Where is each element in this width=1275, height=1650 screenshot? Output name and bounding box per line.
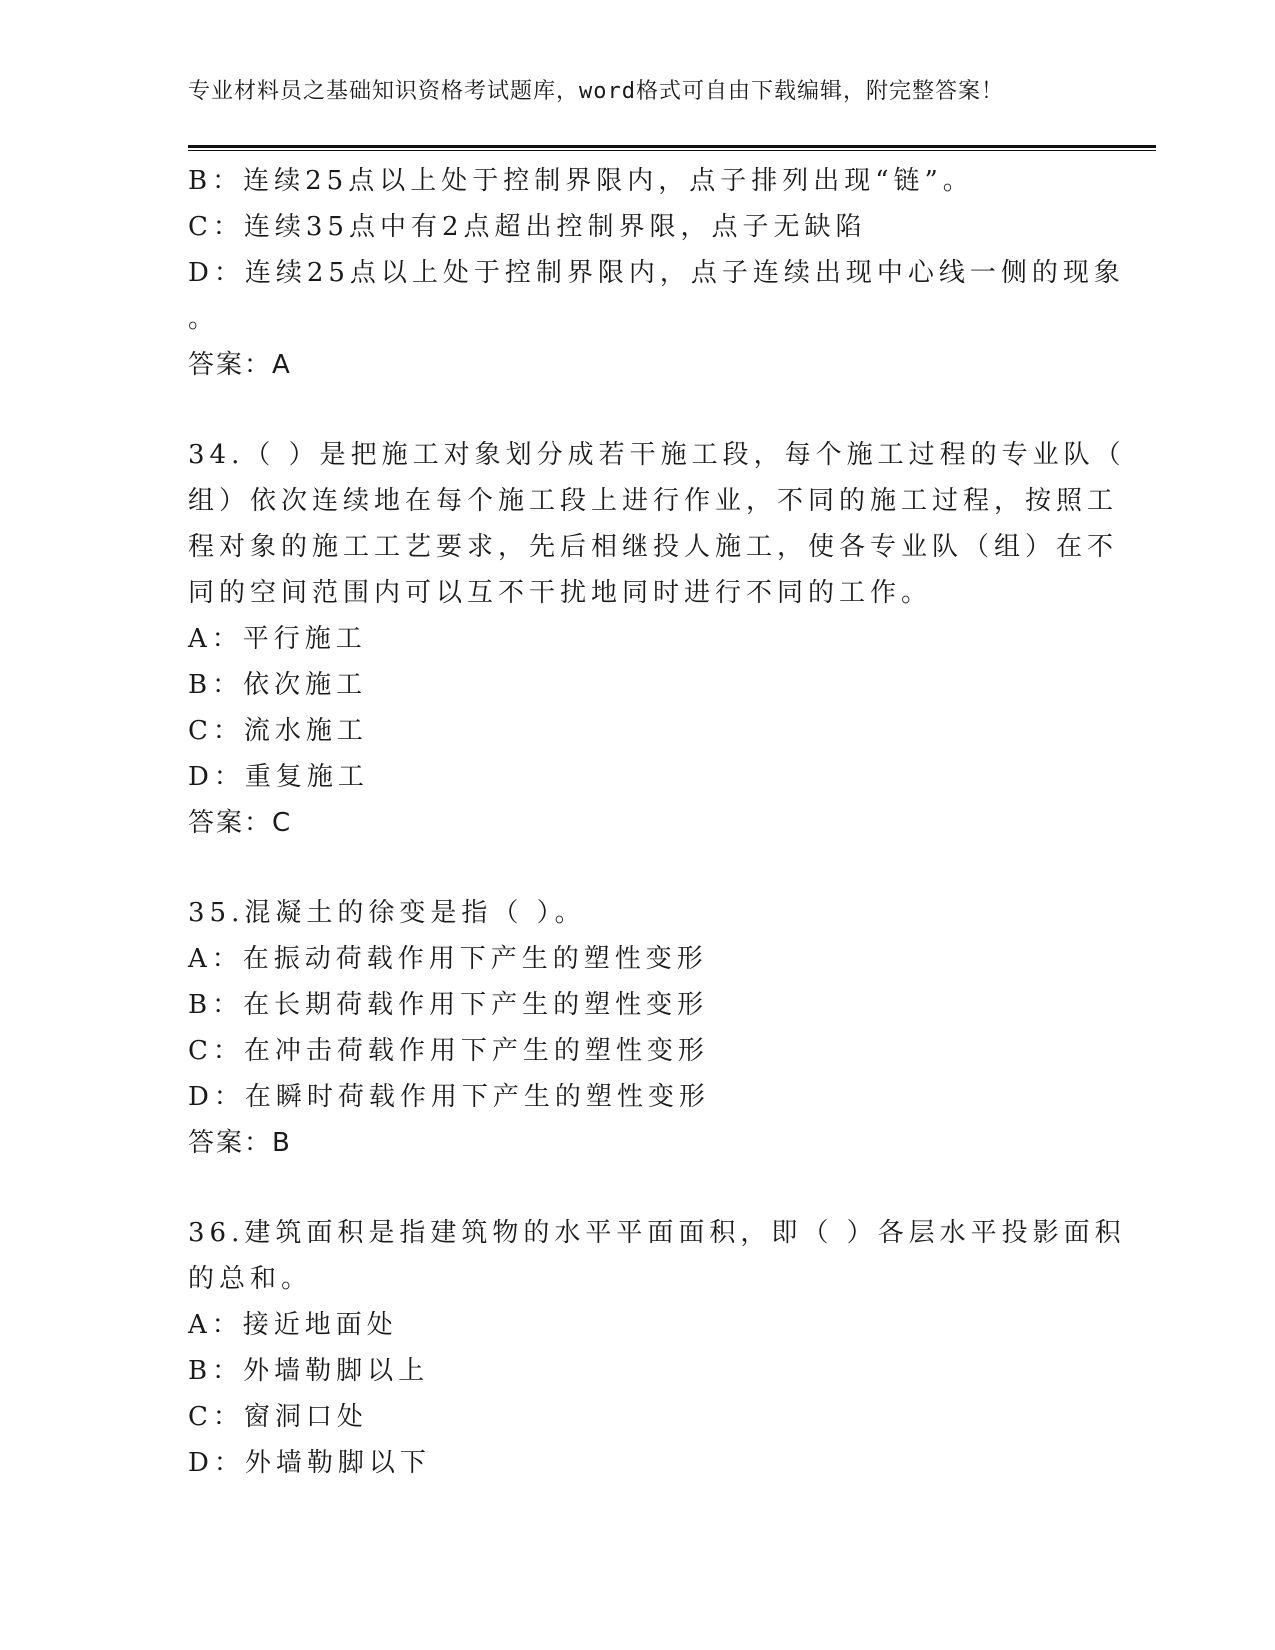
q36-option-a: A：接近地面处 [188, 1310, 398, 1340]
spacer [188, 1166, 1068, 1210]
q36-option-c: C：窗洞口处 [188, 1402, 368, 1432]
q33-option-c: C：连续35点中有2点超出控制界限，点子无缺陷 [188, 212, 867, 242]
q36-stem-line2: 的总和。 [188, 1264, 313, 1294]
q36-option-d: D：外墙勒脚以下 [188, 1448, 431, 1478]
q34-option-d: D：重复施工 [188, 762, 369, 792]
q35-option-d: D：在瞬时荷载作用下产生的塑性变形 [188, 1082, 710, 1112]
q33-option-b: B：连续25点以上处于控制界限内，点子排列出现“链”。 [188, 166, 974, 196]
question-content [188, 158, 1126, 1486]
q34-option-a: A：平行施工 [188, 624, 367, 654]
q35-answer: 答案：B [188, 1128, 292, 1158]
q35-stem: 35.混凝土的徐变是指（ ）。 [188, 898, 586, 928]
q33-option-d-line2: 。 [188, 304, 220, 334]
q33-answer: 答案：A [188, 350, 292, 380]
q34-option-c: C：流水施工 [188, 716, 368, 746]
q35-option-a: A：在振动荷载作用下产生的塑性变形 [188, 944, 708, 974]
q34-stem-line2: 组）依次连续地在每个施工段上进行作业，不同的施工过程，按照工 [188, 486, 1119, 516]
q35-option-c: C：在冲击荷载作用下产生的塑性变形 [188, 1036, 709, 1066]
q35-option-b: B：在长期荷载作用下产生的塑性变形 [188, 990, 709, 1020]
spacer [188, 846, 1068, 890]
q36-stem-line1: 36.建筑面积是指建筑物的水平平面面积，即（ ）各层水平投影面积 [188, 1218, 1126, 1248]
header-rule-thick [188, 145, 1156, 148]
q34-stem-line4: 同的空间范围内可以互不干扰地同时进行不同的工作。 [188, 578, 933, 608]
q34-answer: 答案：C [188, 808, 293, 838]
spacer [188, 388, 1068, 432]
q33-option-d-line1: D：连续25点以上处于控制界限内，点子连续出现中心线一侧的现象 [188, 258, 1125, 288]
q36-option-b: B：外墙勒脚以上 [188, 1356, 430, 1386]
header-rule-thin [188, 150, 1156, 151]
q34-option-b: B：依次施工 [188, 670, 368, 700]
page-header: 专业材料员之基础知识资格考试题库，word格式可自由下载编辑，附完整答案！ [188, 79, 1004, 104]
q34-stem-line1: 34.（ ）是把施工对象划分成若干施工段，每个施工过程的专业队（ [188, 440, 1126, 470]
q34-stem-line3: 程对象的施工工艺要求，先后相继投人施工，使各专业队（组）在不 [188, 532, 1119, 562]
